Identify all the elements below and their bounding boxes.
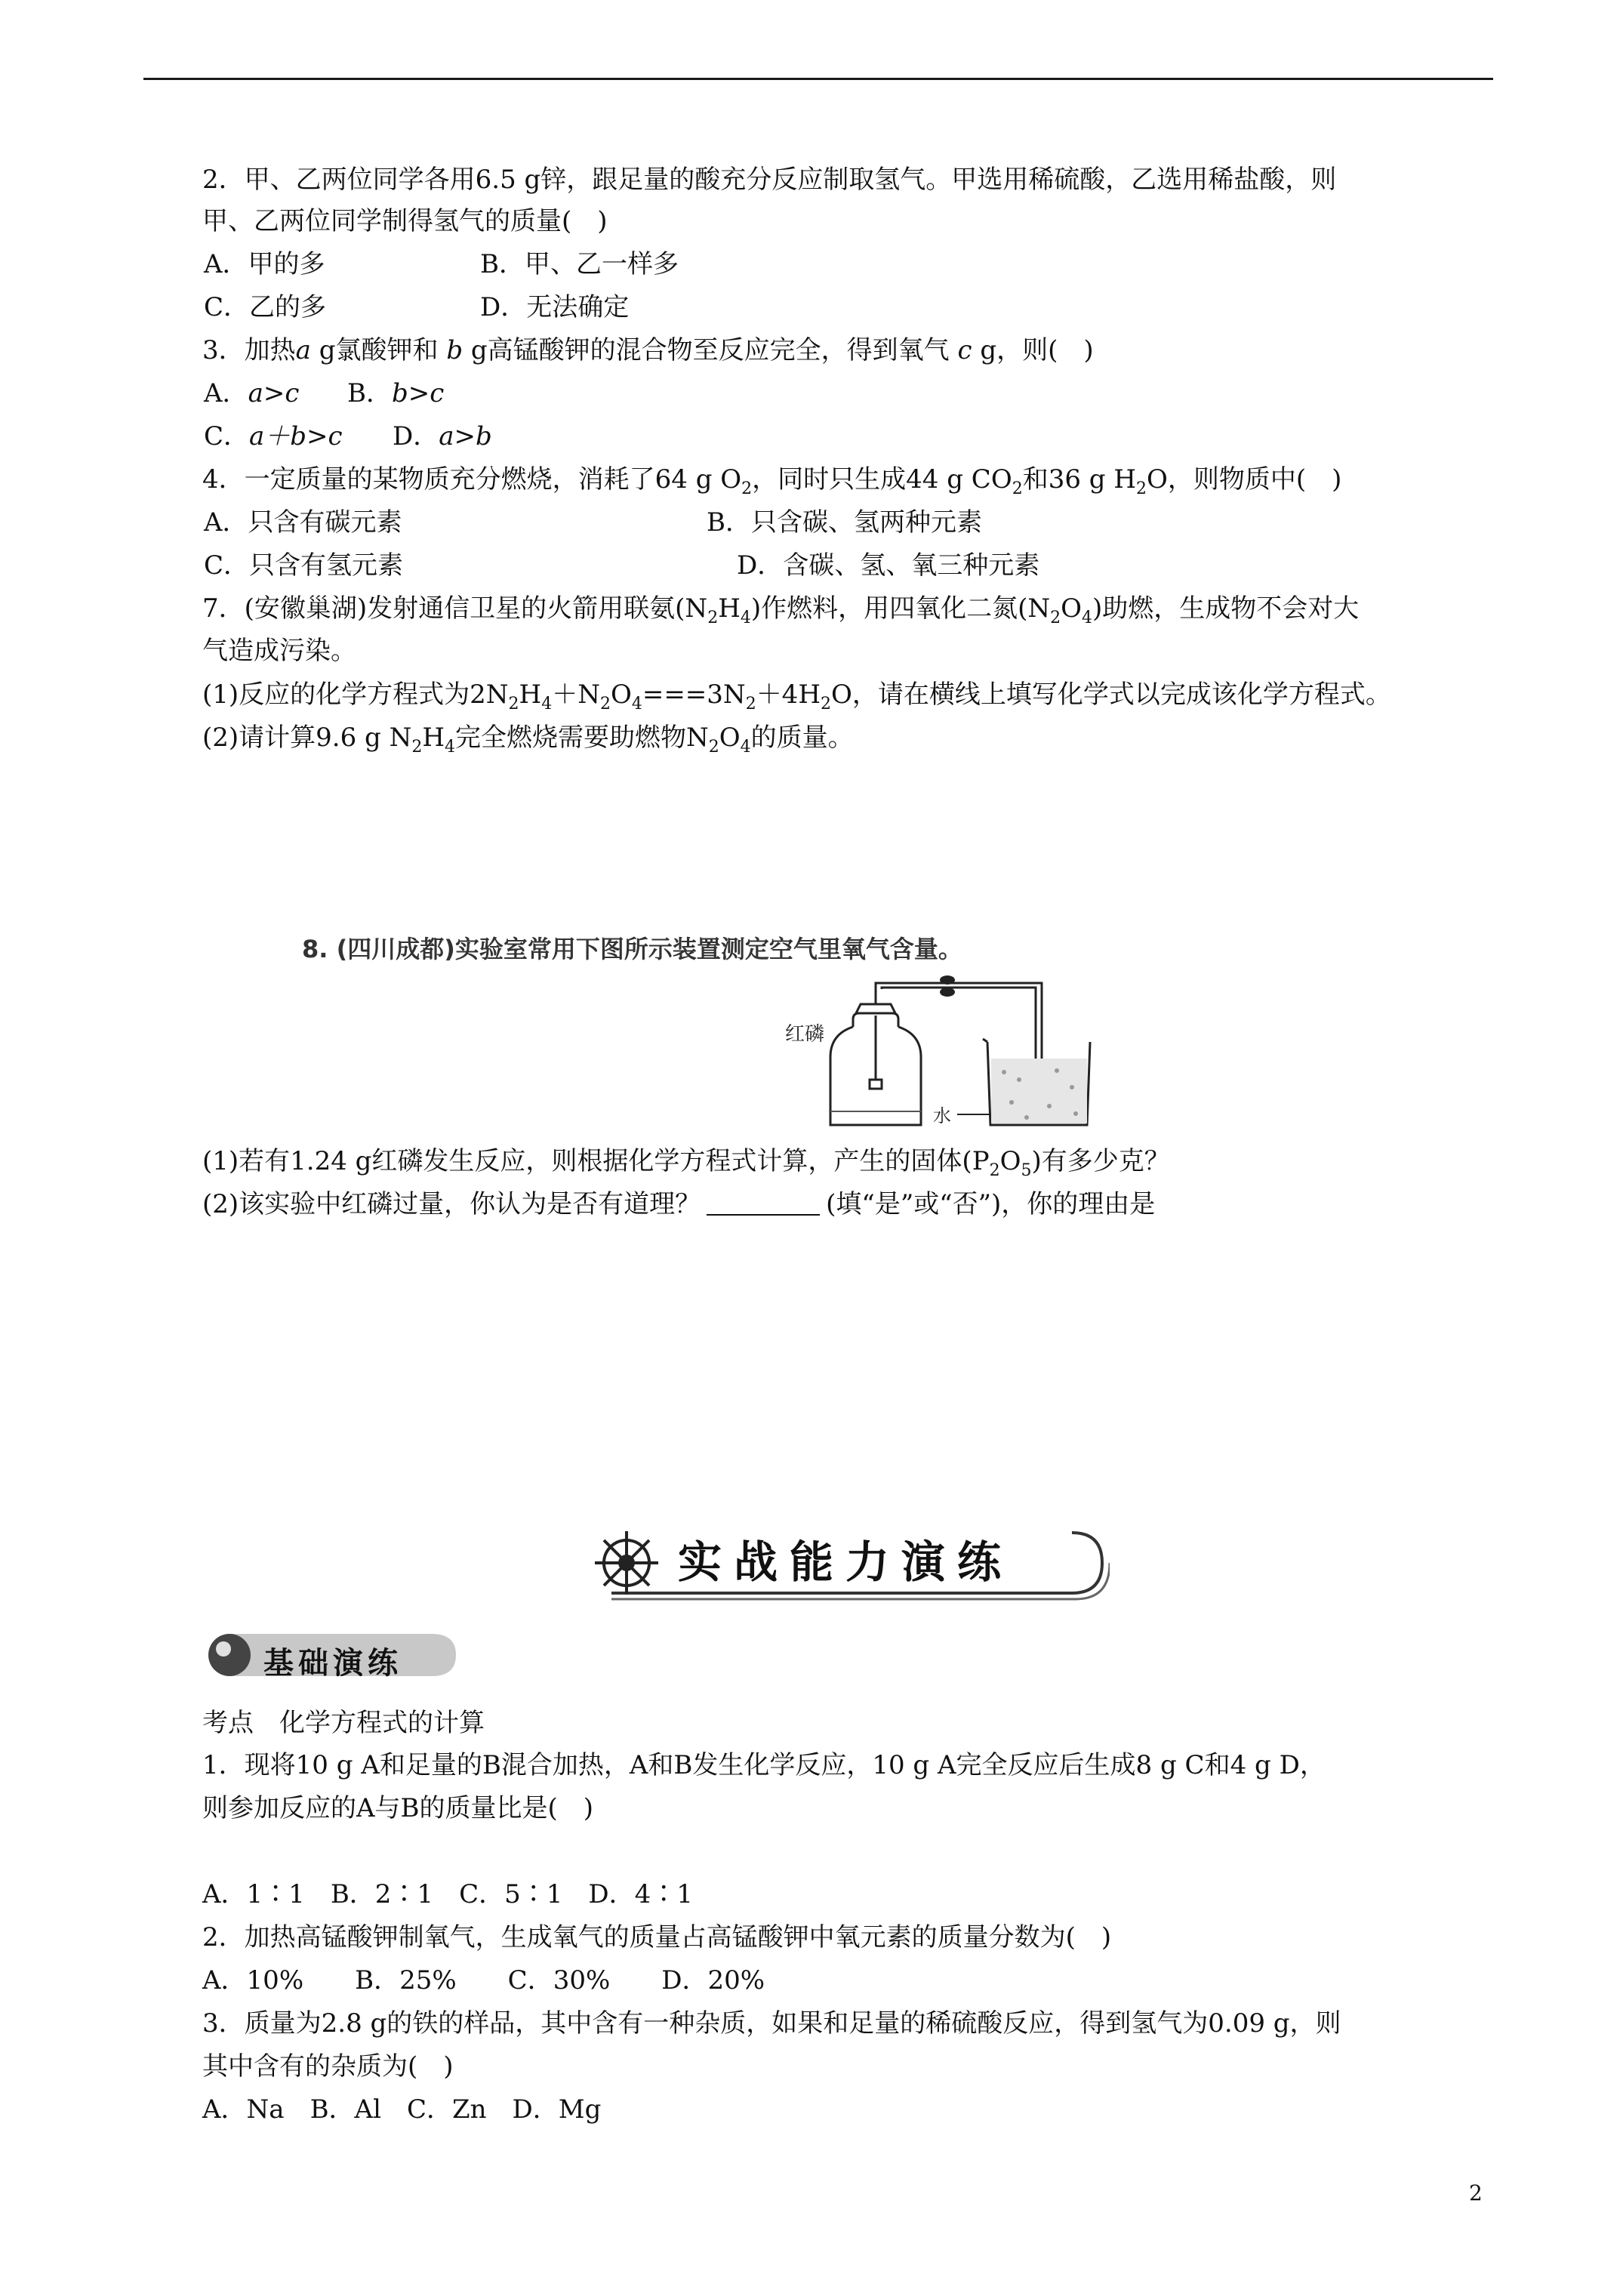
flask <box>830 1013 921 1125</box>
q7-part1: (1)反应的化学方程式为$2N_2H_4+N_2O_4===3N_2+4H_2O$，请在横线上填写化学式以完成该化学方程式。 <box>202 680 1391 713</box>
q7-line2: 气造成污染。 <box>202 636 356 666</box>
q3-option-c: C．a＋b>c <box>204 421 343 451</box>
apparatus-diagram <box>785 974 1147 1140</box>
banner-title: 实战能力演练 <box>678 1536 1014 1588</box>
header-rule <box>143 78 1493 80</box>
q4-option-a: A．只含有碳元素 <box>204 507 402 538</box>
label-water: 水 <box>933 1105 951 1126</box>
q3-stem: 3．加热a g氯酸钾和 b g高锰酸钾的混合物至反应完全，得到氧气 c g，则( ) <box>202 335 1094 365</box>
q4-option-b: B．只含碳、氢两种元素 <box>707 507 982 538</box>
clamp <box>940 975 955 997</box>
q3-option-d: D．a>b <box>393 421 492 451</box>
stopper <box>856 989 895 1013</box>
q2-option-c: C．乙的多 <box>204 292 327 322</box>
q7-line1: 7．(安徽巢湖)发射通信卫星的火箭用联氨$(N_2H_4)$作燃料，用四氧化二氮$(N_2O_4)$助燃，生成物不会对大 <box>202 593 1360 627</box>
b2-options: A．10% B．25% C．30% D．20% <box>202 1965 765 1996</box>
q2-line2: 甲、乙两位同学制得氢气的质量( ) <box>202 206 608 236</box>
section-label: 基础演练 <box>263 1646 402 1681</box>
topic-line: 考点 化学方程式的计算 <box>202 1708 485 1738</box>
b1-line2: 则参加反应的A与B的质量比是( ) <box>202 1793 594 1823</box>
q8-part1: (1)若有1.24 g红磷发生反应，则根据化学方程式计算，产生的固体$(P_2O_5)$有多少克？ <box>202 1146 1170 1180</box>
q2-option-b: B．甲、乙一样多 <box>480 249 679 279</box>
answer-blank <box>707 1191 820 1216</box>
b1-line1: 1．现将10 g A和足量的B混合加热，A和B发生化学反应，10 g A完全反应后生成8 g C和4 g D， <box>202 1750 1326 1780</box>
page-number: 2 <box>1469 2180 1483 2205</box>
q7-part2: (2)请计算9.6 g $N_2H_4$完全燃烧需要助燃物$N_2O_4$的质量。 <box>202 723 854 757</box>
b1-options: A．1∶1 B．2∶1 C．5∶1 D．4∶1 <box>202 1879 693 1909</box>
q4-stem: 4．一定质量的某物质充分燃烧，消耗了64 g $O_2$，同时只生成44 g $CO_2$和36 g $H_2O$，则物质中( ) <box>202 464 1342 498</box>
q3-option-b: B．b>c <box>347 378 445 408</box>
water <box>991 1059 1087 1123</box>
q2-line1: 2．甲、乙两位同学各用6.5 g锌，跟足量的酸充分反应制取氢气。甲选用稀硫酸，乙选用稀盐酸，则 <box>202 165 1337 195</box>
b2-line1: 2．加热高锰酸钾制氧气，生成氧气的质量占高锰酸钾中氧元素的质量分数为( ) <box>202 1922 1112 1952</box>
q3-option-a: A．a>c <box>204 378 300 408</box>
q2-option-a: A．甲的多 <box>204 249 325 279</box>
q8-part2: (2)该实验中红磷过量，你认为是否有道理？ (填“是”或“否”)，你的理由是 <box>202 1189 1156 1219</box>
q4-option-d: D．含碳、氢、氧三种元素 <box>737 550 1040 581</box>
q4-option-c: C．只含有氢元素 <box>204 550 404 581</box>
b3-line2: 其中含有的杂质为( ) <box>202 2051 454 2082</box>
label-phosphorus: 红磷 <box>785 1023 825 1046</box>
ship-wheel-icon <box>595 1531 658 1595</box>
b3-options: A．Na B．Al C．Zn D．Mg <box>202 2094 602 2125</box>
b3-line1: 3．质量为2.8 g的铁的样品，其中含有一种杂质，如果和足量的稀硫酸反应，得到氢气为0.09 g，则 <box>202 2008 1341 2039</box>
q8-title: 8. (四川成都)实验室常用下图所示装置测定空气里氧气含量。 <box>302 935 962 963</box>
q2-option-d: D．无法确定 <box>480 292 630 322</box>
